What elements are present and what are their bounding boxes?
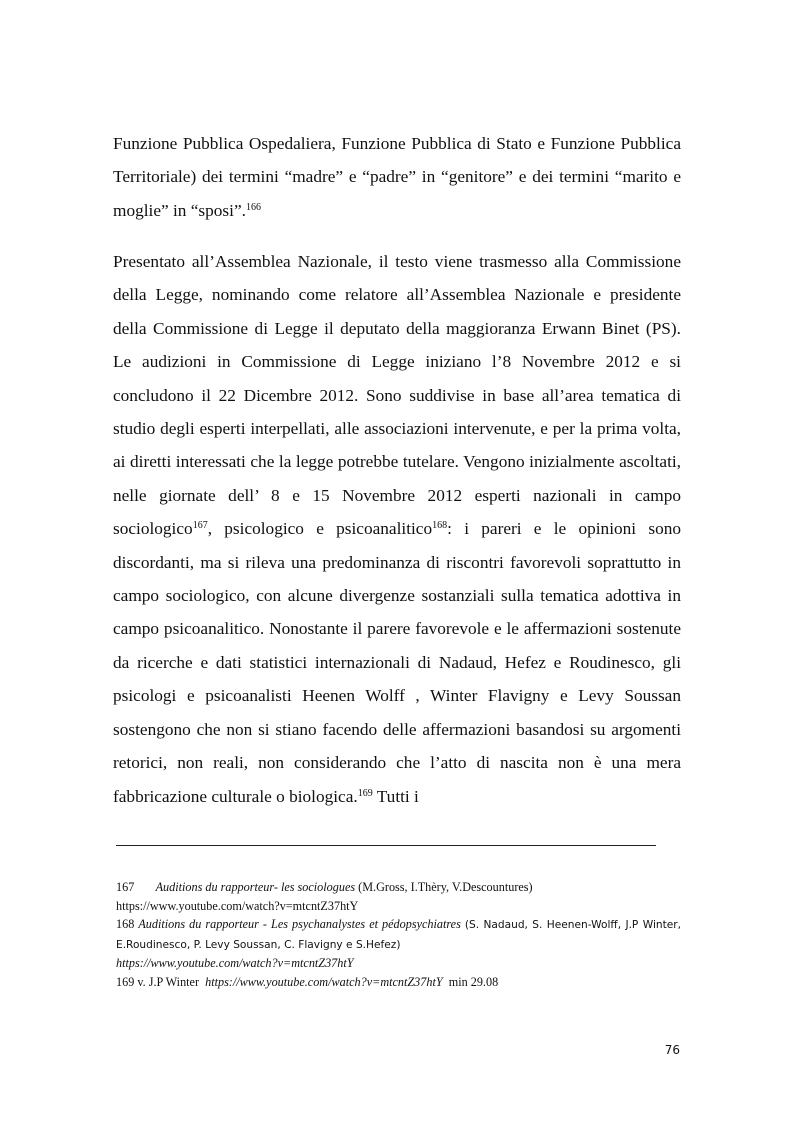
footnotes xyxy=(116,878,681,992)
footnote-167-title: Auditions du rapporteur- les sociologues xyxy=(155,880,356,894)
footnote-separator xyxy=(116,845,656,846)
footnote-167-authors: (M.Gross, I.Thèry, V.Descountures) xyxy=(358,880,533,894)
footnote-ref-168[interactable]: 168 xyxy=(432,520,448,532)
footnote-168-number: 168 xyxy=(116,917,135,932)
paragraph-2-text-b: , psicologico e psicoanalitico xyxy=(207,519,433,539)
footnote-ref-167[interactable]: 167 xyxy=(192,520,208,532)
paragraph-1-text: Funzione Pubblica Ospedaliera, Funzione Pubblica di Stato e Funzione Pubblica Territoriale) dei termini “madre” e “padre” in “genitore” e dei termini “marito e moglie” in “sposi”. xyxy=(113,134,681,220)
footnote-167 xyxy=(116,878,681,915)
paragraph-2-text-a: Presentato all’Assemblea Nazionale, il testo viene trasmesso alla Commissione della Legge, nominando come relatore all’Assemblea Nazionale e presidente della Commissione di Legge il deputato della maggioranza Erwann Binet (PS). Le audizioni in Commissione di Legge iniziano l’8 Novembre 2012 e si concludono il 22 Dicembre 2012. Sono suddivise in base all’area tematica di studio degli esperti interpellati, alle associazioni intervenute, e per la prima volta, ai diretti interessati che la legge potrebbe tutelare. Vengono inizialmente ascoltati, nelle giornate dell’ 8 e 15 Novembre 2012 esperti nazionali in campo sociologico xyxy=(113,252,681,539)
footnote-169-prefix: 169 v. J.P Winter xyxy=(116,974,200,989)
footnote-168-link[interactable]: https://www.youtube.com/watch?v=mtcntZ37htY xyxy=(116,956,354,971)
page-number: 76 xyxy=(664,1043,680,1057)
footnote-ref-166[interactable]: 166 xyxy=(245,201,261,213)
paragraph-2-text-c: : i pareri e le opinioni sono discordanti, ma si rileva una predominanza di riscontri favorevoli soprattutto in campo sociologico, con alcune divergenze sostanziali sulla tematica adottiva in campo psicoanalitico. Nonostante il parere favorevole e le affermazioni sostenute da ricerche e dati statistici internazionali di Nadaud, Hefez e Roudinesco, gli psicologi e psicoanalisti Heenen Wolff , Winter Flavigny e Levy Soussan sostengono che non si stiano facendo delle affermazioni basandosi su argomenti retorici, non reali, non considerando che l’atto di nascita non è una mera fabbricazione culturale o biologica. xyxy=(113,519,681,806)
footnote-168-authors: (S. Nadaud, S. Heenen-Wolff, J.P Winter, E.Roudinesco, P. Levy Soussan, C. Flavigny e S.Hefez) xyxy=(116,919,681,951)
footnote-ref-169[interactable]: 169 xyxy=(357,787,373,799)
paragraph-1 xyxy=(113,127,681,227)
paragraph-2-text-d: Tutti i xyxy=(372,786,419,806)
footnote-168 xyxy=(116,915,681,973)
footnote-169-link[interactable]: https://www.youtube.com/watch?v=mtcntZ37htY xyxy=(205,974,443,989)
footnote-168-title: Auditions du rapporteur - Les psychanalystes et pédopsychiatres xyxy=(138,917,461,932)
paragraph-2 xyxy=(113,245,681,813)
footnote-169 xyxy=(116,973,681,992)
footnote-167-number: 167 xyxy=(116,880,135,894)
footnote-169-suffix: min 29.08 xyxy=(448,974,499,989)
footnote-167-link[interactable]: https://www.youtube.com/watch?v=mtcntZ37htY xyxy=(116,898,359,913)
